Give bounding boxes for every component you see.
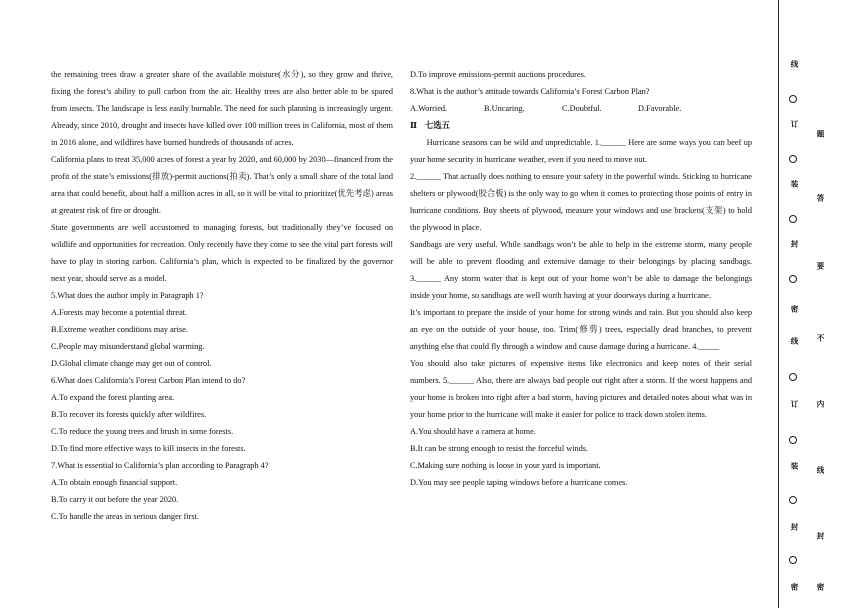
margin-char: 线 [790,60,799,68]
question-8-options [410,100,752,117]
margin-char: 订 [790,120,799,128]
right-column [410,66,752,491]
binding-margin-outer [786,0,800,608]
option: C.Making sure nothing is loose in your yard is important. [410,461,601,470]
margin-char: 封 [790,523,799,531]
margin-char: 线 [790,337,799,345]
margin-char: 订 [790,400,799,408]
question-7: 7.What is essential to California’s plan according to Paragraph 4? [51,461,269,470]
passage-paragraph: It’s important to prepare the inside of your home for strong winds and rain. But you should also keep an eye on the outside of your house, too. Trim(修剪) trees, especially dead branches, to prevent anything else that could fly through a window and cause damage during a hurricane. 4._____ [410,308,752,351]
passage-paragraph: Hurricane seasons can be wild and unpredictable. 1.______ Here are some ways you can beef up your home security in hurricane weather, even if you need to move out. [410,138,752,164]
option: B.To recover its forests quickly after wildfires. [51,410,207,419]
option: C.To handle the areas in serious danger first. [51,512,200,521]
binding-circle-icon [789,496,797,504]
option: B.Uncaring. [484,104,525,113]
binding-circle-icon [789,556,797,564]
left-column [51,66,393,525]
binding-circle-icon [789,373,797,381]
margin-char: 答 [816,194,825,202]
binding-circle-icon [789,95,797,103]
binding-circle-icon [789,436,797,444]
margin-char: 内 [816,400,825,408]
option: A.You should have a camera at home. [410,427,536,436]
binding-circle-icon [789,275,797,283]
option: B.Extreme weather conditions may arise. [51,325,188,334]
margin-char: 密 [816,583,825,591]
binding-circle-icon [789,215,797,223]
question-6: 6.What does California’s Forest Carbon Plan intend to do? [51,376,246,385]
option: D.Favorable. [638,104,682,113]
option: B.It can be strong enough to resist the forceful winds. [410,444,589,453]
option: D.To find more effective ways to kill insects in the forests. [51,444,246,453]
option: B.To carry it out before the year 2020. [51,495,179,504]
passage-paragraph: 2.______ That actually does nothing to ensure your safety in the powerful winds. Sticking to hurricane shelters or plywood(胶合板) is the only way to go when it comes to protecting those points of entry in hurricane conditions. Buy sheets of plywood, measure your windows and use brackets(支架) to hold the plywood in place. [410,172,752,232]
margin-char: 题 [816,130,825,138]
option: C.Doubtful. [562,104,602,113]
margin-char: 密 [790,305,799,313]
margin-char: 封 [790,240,799,248]
margin-char: 要 [816,262,825,270]
option: C.To reduce the young trees and brush in some forests. [51,427,234,436]
passage-paragraph: California plans to treat 35,000 acres of forest a year by 2020, and 60,000 by 2030—financed from the profit of the state’s emissions(排放)-permit auctions(拍卖). That’s only a small share of the total land area that could benefit, about half a million acres in all, so it will be vital to prioritize(优先考虑) areas at greatest risk of fire or drought. [51,155,393,215]
margin-char: 不 [816,334,825,342]
binding-line [778,0,779,608]
option: A.Forests may become a potential threat. [51,308,188,317]
margin-char: 线 [816,466,825,474]
section-title: 七选五 [425,121,450,130]
binding-circle-icon [789,155,797,163]
option: C.People may misunderstand global warming. [51,342,205,351]
margin-char: 封 [816,532,825,540]
question-5: 5.What does the author imply in Paragraph 1? [51,291,204,300]
margin-char: 密 [790,583,799,591]
option: D.To improve emissions-permit auctions procedures. [410,70,586,79]
passage-paragraph: You should also take pictures of expensive items like electronics and keep notes of their serial numbers. 5.______ Also, there are always bad people out right after a storm. If the worst happens and your home is broken into right after a bad storm, having pictures and detailed notes about what was in your home prior to the hurricane will make it easier for police to track down stolen items. [410,359,752,419]
section-number: Ⅱ [410,121,417,130]
margin-char: 装 [790,180,799,188]
margin-char: 装 [790,462,799,470]
section-heading [410,117,752,134]
passage-paragraph: the remaining trees draw a greater share of the available moisture(水分), so they grow and thrive, fixing the forest’s ability to pull carbon from the air. Healthy trees are also better able to be spared from insects. The landscape is less easily burnable. The need for such planning is increasingly urgent. Already, since 2010, drought and insects have killed over 100 million trees in California, most of them in 2016 alone, and wildfires have burned hundreds of thousands of acres. [51,70,393,147]
passage-paragraph: State governments are well accustomed to managing forests, but traditionally they’ve focused on wildlife and opportunities for recreation. Only recently have they come to see the vital part forests will have to play in storing carbon. California’s plan, which is expected to be finalized by the governor next year, should serve as a model. [51,223,393,283]
question-8: 8.What is the author’s attitude towards California’s Forest Carbon Plan? [410,87,650,96]
binding-margin-inner [812,0,826,608]
option: A.Worried. [410,104,448,113]
option: D.Global climate change may get out of control. [51,359,212,368]
option: D.You may see people taping windows before a hurricane comes. [410,478,628,487]
option: A.To obtain enough financial support. [51,478,178,487]
option: A.To expand the forest planting area. [51,393,175,402]
passage-paragraph: Sandbags are very useful. While sandbags won’t be able to help in the extreme storm, many people will be able to prevent flooding and extensive damage to their belongings by placing sandbags. 3.______ Any storm water that is kept out of your home won’t be able to damage the belongings inside your home, so sandbags are well worth having at your doorways during a hurricane. [410,240,752,300]
